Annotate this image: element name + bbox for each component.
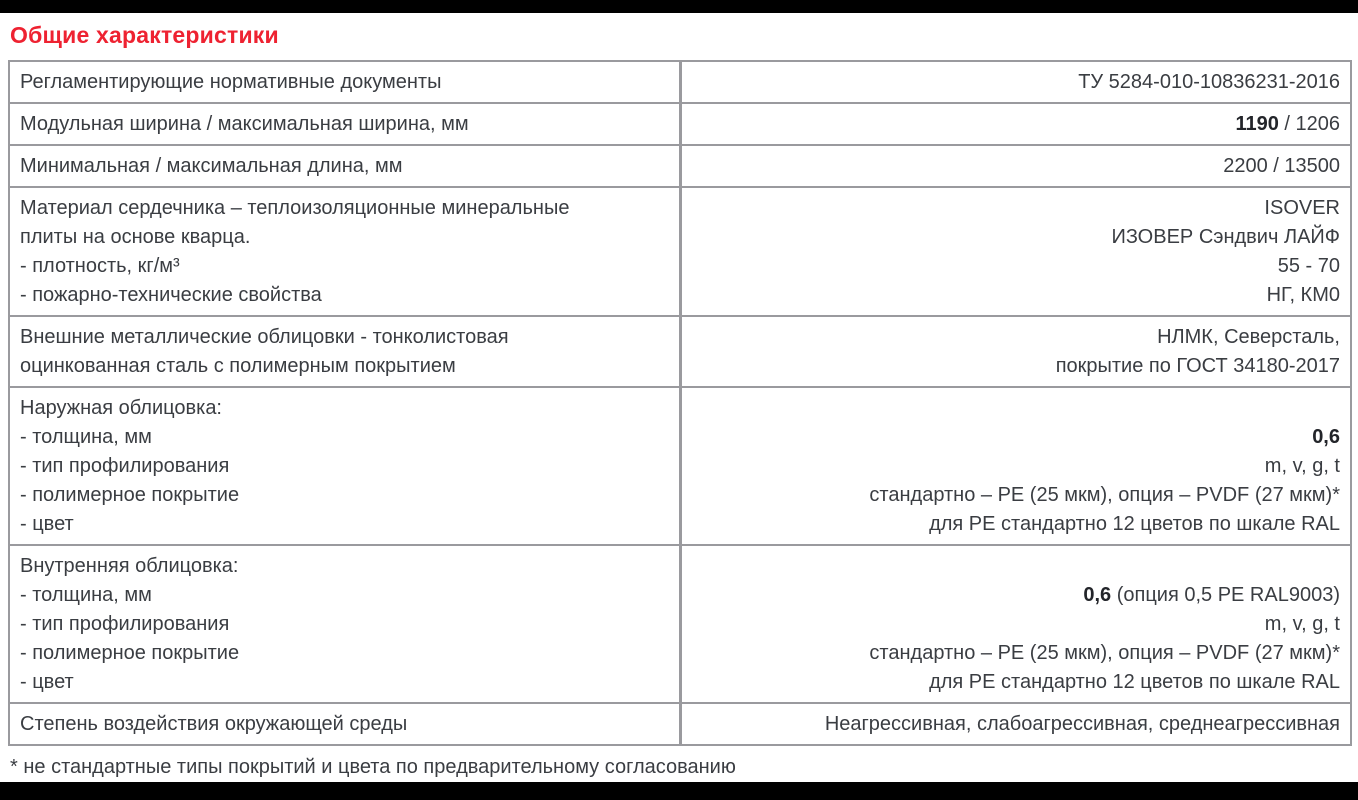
page-content [0, 13, 1358, 779]
specs-table-body [9, 61, 1351, 745]
spec-value-cell [680, 545, 1351, 703]
text-segment: НЛМК, Северсталь, [1157, 326, 1340, 348]
text-segment: ИЗОВЕР Сэндвич ЛАЙФ [1111, 226, 1340, 248]
table-row [9, 703, 1351, 745]
cell-line [20, 510, 669, 539]
cell-line [20, 668, 669, 697]
table-row [9, 187, 1351, 316]
text-segment: - тип профилирования [20, 455, 230, 477]
cell-line [692, 152, 1341, 181]
text-segment: Внешние металлические облицовки - тонколистовая [20, 326, 509, 348]
cell-line [692, 710, 1341, 739]
text-segment: оцинкованная сталь с полимерным покрытием [20, 355, 456, 377]
cell-line [692, 194, 1341, 223]
cell-line [20, 423, 669, 452]
cell-line [20, 481, 669, 510]
cell-line [692, 110, 1341, 139]
text-segment: - полимерное покрытие [20, 484, 240, 506]
text-segment: ISOVER [1264, 197, 1340, 219]
cell-line [692, 552, 1341, 581]
cell-line [692, 394, 1341, 423]
text-segment: покрытие по ГОСТ 34180-2017 [1055, 355, 1340, 377]
cell-line [20, 394, 669, 423]
text-segment: - толщина, мм [20, 584, 152, 606]
spec-value-cell [680, 316, 1351, 387]
text-segment: Материал сердечника – теплоизоляционные минеральные [20, 197, 570, 219]
footnote: * не стандартные типы покрытий и цвета по предварительному согласованию [10, 756, 736, 778]
text-segment: плиты на основе кварца. [20, 226, 251, 248]
cell-line [20, 581, 669, 610]
text-segment: m, v, g, t [1264, 613, 1340, 635]
cell-line [20, 194, 669, 223]
cell-line [20, 552, 669, 581]
cell-line [20, 223, 669, 252]
table-row [9, 545, 1351, 703]
text-segment: Наружная облицовка: [20, 397, 222, 419]
cell-line [692, 668, 1341, 697]
cell-line [20, 252, 669, 281]
spec-value-cell [680, 187, 1351, 316]
text-segment: - плотность, кг/м³ [20, 255, 180, 277]
spec-value-cell [680, 145, 1351, 187]
text-segment: Внутренняя облицовка: [20, 555, 239, 577]
cell-line [692, 68, 1341, 97]
cell-line [20, 110, 669, 139]
text-segment: 55 - 70 [1277, 255, 1340, 277]
cell-line [692, 323, 1341, 352]
table-row [9, 387, 1351, 545]
text-segment: Степень воздействия окружающей среды [20, 713, 408, 735]
value-bold-segment: 1190 [1235, 113, 1279, 135]
cell-line [692, 352, 1341, 381]
text-segment: Регламентирующие нормативные документы [20, 71, 442, 93]
text-segment: для PE стандартно 12 цветов по шкале RAL [929, 671, 1340, 693]
cell-line [20, 352, 669, 381]
spec-label-cell [9, 387, 680, 545]
cell-line [20, 323, 669, 352]
cell-line [692, 510, 1341, 539]
cell-line [20, 710, 669, 739]
text-segment: Неагрессивная, слабоагрессивная, среднеагрессивная [824, 713, 1340, 735]
cell-line [20, 452, 669, 481]
text-segment: Минимальная / максимальная длина, мм [20, 155, 403, 177]
text-segment: - цвет [20, 671, 74, 693]
cell-line [692, 281, 1341, 310]
spec-label-cell [9, 61, 680, 103]
spec-value-cell [680, 703, 1351, 745]
cell-line [20, 639, 669, 668]
cell-line [692, 452, 1341, 481]
text-segment: стандартно – PE (25 мкм), опция – PVDF (27 мкм)* [869, 642, 1340, 664]
spec-label-cell [9, 545, 680, 703]
table-row [9, 103, 1351, 145]
table-row [9, 316, 1351, 387]
spec-label-cell [9, 703, 680, 745]
text-segment: - цвет [20, 513, 74, 535]
text-segment: (опция 0,5 PE RAL9003) [1111, 584, 1340, 606]
text-segment: стандартно – PE (25 мкм), опция – PVDF (27 мкм)* [869, 484, 1340, 506]
cell-line [692, 252, 1341, 281]
text-segment: / 1206 [1278, 113, 1340, 135]
cell-line [20, 152, 669, 181]
value-bold-segment: 0,6 [1083, 584, 1112, 606]
text-segment: 2200 / 13500 [1223, 155, 1340, 177]
cell-line [692, 610, 1341, 639]
spec-value-cell [680, 387, 1351, 545]
page-title: Общие характеристики [10, 22, 279, 48]
cell-line [692, 481, 1341, 510]
table-row [9, 61, 1351, 103]
text-segment: m, v, g, t [1264, 455, 1340, 477]
spec-label-cell [9, 145, 680, 187]
cell-line [692, 223, 1341, 252]
text-segment: Модульная ширина / максимальная ширина, мм [20, 113, 469, 135]
spec-label-cell [9, 187, 680, 316]
cell-line [20, 281, 669, 310]
cell-line [692, 581, 1341, 610]
top-black-bar [0, 0, 1358, 13]
text-segment: НГ, КМ0 [1266, 284, 1340, 306]
cell-line [692, 423, 1341, 452]
value-bold-segment: 0,6 [1312, 426, 1340, 448]
cell-line [20, 610, 669, 639]
text-segment: - пожарно-технические свойства [20, 284, 322, 306]
specs-table [8, 60, 1352, 746]
text-segment: ТУ 5284-010-10836231-2016 [1078, 71, 1340, 93]
spec-label-cell [9, 316, 680, 387]
cell-line [20, 68, 669, 97]
text-segment: для PE стандартно 12 цветов по шкале RAL [929, 513, 1340, 535]
cell-line [692, 639, 1341, 668]
bottom-black-bar [0, 782, 1358, 800]
spec-value-cell [680, 61, 1351, 103]
table-row [9, 145, 1351, 187]
spec-label-cell [9, 103, 680, 145]
text-segment: - толщина, мм [20, 426, 152, 448]
text-segment: - полимерное покрытие [20, 642, 240, 664]
text-segment: - тип профилирования [20, 613, 230, 635]
spec-value-cell [680, 103, 1351, 145]
